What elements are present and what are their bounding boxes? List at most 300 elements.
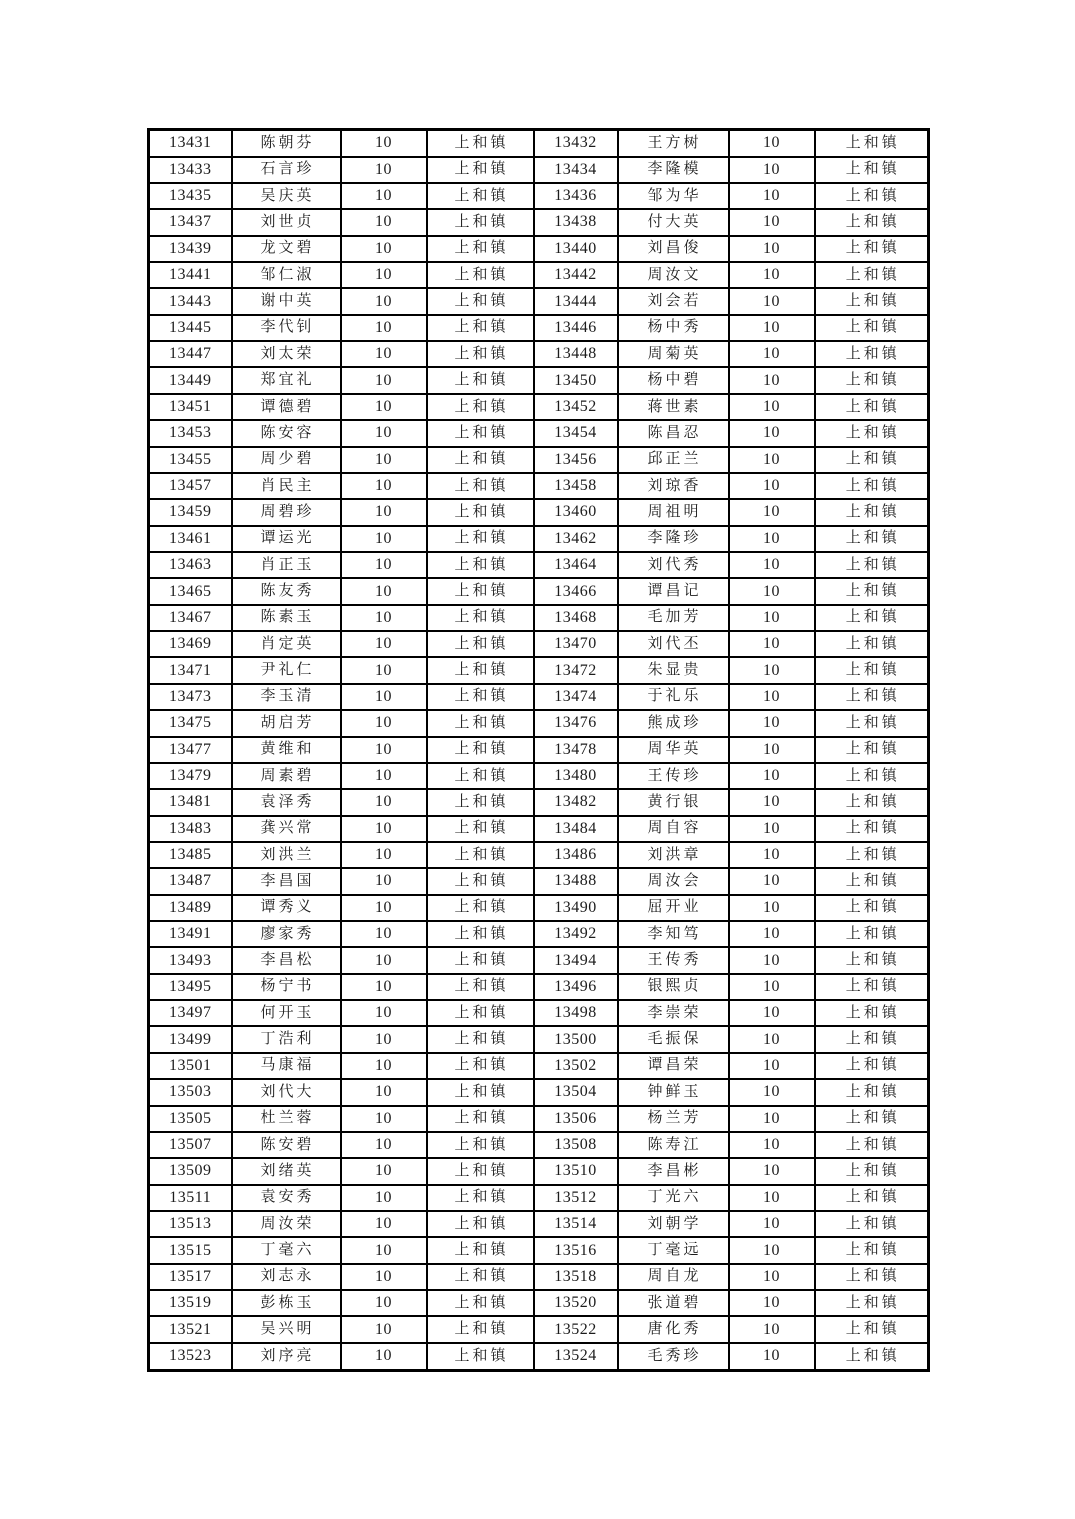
id-cell: 13497 [149, 1000, 232, 1026]
id-cell: 13510 [534, 1158, 618, 1184]
id-cell: 13502 [534, 1053, 618, 1079]
name-cell: 廖家秀 [232, 921, 341, 947]
name-cell: 刘洪章 [618, 842, 729, 868]
town-cell: 上和镇 [815, 499, 929, 525]
value-cell: 10 [341, 236, 427, 262]
table-row [149, 526, 929, 552]
name-cell: 钟鲜玉 [618, 1079, 729, 1105]
value-cell: 10 [729, 526, 815, 552]
id-cell: 13458 [534, 473, 618, 499]
value-cell: 10 [341, 1343, 427, 1371]
name-cell: 屈开业 [618, 895, 729, 921]
id-cell: 13446 [534, 315, 618, 341]
name-cell: 陈朝芬 [232, 130, 341, 157]
name-cell: 李玉清 [232, 684, 341, 710]
id-cell: 13468 [534, 605, 618, 631]
town-cell: 上和镇 [815, 710, 929, 736]
value-cell: 10 [341, 868, 427, 894]
name-cell: 王方树 [618, 130, 729, 157]
id-cell: 13432 [534, 130, 618, 157]
name-cell: 谭德碧 [232, 394, 341, 420]
value-cell: 10 [341, 842, 427, 868]
roster-table [147, 128, 930, 1372]
name-cell: 李知笃 [618, 921, 729, 947]
town-cell: 上和镇 [427, 974, 534, 1000]
town-cell: 上和镇 [427, 1211, 534, 1237]
value-cell: 10 [341, 1185, 427, 1211]
id-cell: 13490 [534, 895, 618, 921]
id-cell: 13499 [149, 1026, 232, 1052]
name-cell: 黄维和 [232, 737, 341, 763]
town-cell: 上和镇 [427, 130, 534, 157]
town-cell: 上和镇 [427, 236, 534, 262]
value-cell: 10 [341, 657, 427, 683]
value-cell: 10 [729, 288, 815, 314]
id-cell: 13489 [149, 895, 232, 921]
town-cell: 上和镇 [427, 737, 534, 763]
value-cell: 10 [729, 367, 815, 393]
value-cell: 10 [341, 578, 427, 604]
value-cell: 10 [341, 947, 427, 973]
table-row [149, 789, 929, 815]
town-cell: 上和镇 [427, 447, 534, 473]
id-cell: 13437 [149, 209, 232, 235]
id-cell: 13491 [149, 921, 232, 947]
name-cell: 张道碧 [618, 1290, 729, 1316]
table-row [149, 1211, 929, 1237]
value-cell: 10 [341, 684, 427, 710]
id-cell: 13487 [149, 868, 232, 894]
value-cell: 10 [729, 1000, 815, 1026]
town-cell: 上和镇 [815, 605, 929, 631]
town-cell: 上和镇 [427, 157, 534, 183]
value-cell: 10 [341, 157, 427, 183]
name-cell: 周华英 [618, 737, 729, 763]
town-cell: 上和镇 [815, 1237, 929, 1263]
town-cell: 上和镇 [427, 684, 534, 710]
town-cell: 上和镇 [815, 974, 929, 1000]
id-cell: 13514 [534, 1211, 618, 1237]
id-cell: 13485 [149, 842, 232, 868]
id-cell: 13431 [149, 130, 232, 157]
id-cell: 13513 [149, 1211, 232, 1237]
town-cell: 上和镇 [427, 1158, 534, 1184]
name-cell: 周自容 [618, 816, 729, 842]
id-cell: 13508 [534, 1132, 618, 1158]
name-cell: 付大英 [618, 209, 729, 235]
town-cell: 上和镇 [815, 447, 929, 473]
id-cell: 13495 [149, 974, 232, 1000]
table-row [149, 1237, 929, 1263]
name-cell: 蒋世素 [618, 394, 729, 420]
value-cell: 10 [341, 262, 427, 288]
value-cell: 10 [729, 1343, 815, 1371]
value-cell: 10 [341, 710, 427, 736]
value-cell: 10 [729, 1158, 815, 1184]
town-cell: 上和镇 [427, 394, 534, 420]
name-cell: 周汝荣 [232, 1211, 341, 1237]
id-cell: 13507 [149, 1132, 232, 1158]
town-cell: 上和镇 [427, 868, 534, 894]
name-cell: 陈昌忍 [618, 420, 729, 446]
town-cell: 上和镇 [815, 631, 929, 657]
name-cell: 熊成珍 [618, 710, 729, 736]
table-row [149, 816, 929, 842]
town-cell: 上和镇 [427, 1132, 534, 1158]
value-cell: 10 [729, 130, 815, 157]
name-cell: 周少碧 [232, 447, 341, 473]
name-cell: 袁安秀 [232, 1185, 341, 1211]
roster-table-body [149, 130, 929, 1371]
value-cell: 10 [341, 1158, 427, 1184]
name-cell: 王传珍 [618, 763, 729, 789]
table-row [149, 1026, 929, 1052]
town-cell: 上和镇 [815, 1026, 929, 1052]
value-cell: 10 [729, 657, 815, 683]
id-cell: 13516 [534, 1237, 618, 1263]
town-cell: 上和镇 [427, 209, 534, 235]
name-cell: 刘琼香 [618, 473, 729, 499]
name-cell: 肖民主 [232, 473, 341, 499]
id-cell: 13463 [149, 552, 232, 578]
town-cell: 上和镇 [427, 1000, 534, 1026]
value-cell: 10 [341, 394, 427, 420]
town-cell: 上和镇 [815, 130, 929, 157]
id-cell: 13506 [534, 1106, 618, 1132]
table-row [149, 947, 929, 973]
town-cell: 上和镇 [427, 526, 534, 552]
name-cell: 银熙贞 [618, 974, 729, 1000]
value-cell: 10 [729, 789, 815, 815]
name-cell: 杨中秀 [618, 315, 729, 341]
id-cell: 13519 [149, 1290, 232, 1316]
value-cell: 10 [729, 236, 815, 262]
name-cell: 周碧珍 [232, 499, 341, 525]
town-cell: 上和镇 [427, 315, 534, 341]
id-cell: 13470 [534, 631, 618, 657]
town-cell: 上和镇 [815, 1290, 929, 1316]
value-cell: 10 [729, 1106, 815, 1132]
name-cell: 龙文碧 [232, 236, 341, 262]
value-cell: 10 [341, 895, 427, 921]
table-row [149, 183, 929, 209]
table-row [149, 1290, 929, 1316]
id-cell: 13443 [149, 288, 232, 314]
value-cell: 10 [341, 921, 427, 947]
name-cell: 杜兰蓉 [232, 1106, 341, 1132]
name-cell: 何开玉 [232, 1000, 341, 1026]
id-cell: 13521 [149, 1316, 232, 1342]
id-cell: 13464 [534, 552, 618, 578]
town-cell: 上和镇 [815, 367, 929, 393]
value-cell: 10 [729, 842, 815, 868]
town-cell: 上和镇 [427, 499, 534, 525]
table-row [149, 657, 929, 683]
name-cell: 李代钊 [232, 315, 341, 341]
table-row [149, 737, 929, 763]
id-cell: 13472 [534, 657, 618, 683]
town-cell: 上和镇 [815, 921, 929, 947]
name-cell: 吴兴明 [232, 1316, 341, 1342]
id-cell: 13504 [534, 1079, 618, 1105]
id-cell: 13486 [534, 842, 618, 868]
value-cell: 10 [341, 552, 427, 578]
name-cell: 周菊英 [618, 341, 729, 367]
value-cell: 10 [729, 605, 815, 631]
value-cell: 10 [729, 895, 815, 921]
table-row [149, 1000, 929, 1026]
id-cell: 13473 [149, 684, 232, 710]
town-cell: 上和镇 [815, 236, 929, 262]
name-cell: 刘洪兰 [232, 842, 341, 868]
name-cell: 石言珍 [232, 157, 341, 183]
town-cell: 上和镇 [427, 341, 534, 367]
value-cell: 10 [729, 631, 815, 657]
town-cell: 上和镇 [815, 526, 929, 552]
town-cell: 上和镇 [815, 394, 929, 420]
value-cell: 10 [729, 737, 815, 763]
name-cell: 刘绪英 [232, 1158, 341, 1184]
value-cell: 10 [729, 552, 815, 578]
value-cell: 10 [729, 1026, 815, 1052]
value-cell: 10 [729, 157, 815, 183]
id-cell: 13484 [534, 816, 618, 842]
value-cell: 10 [729, 578, 815, 604]
id-cell: 13512 [534, 1185, 618, 1211]
id-cell: 13511 [149, 1185, 232, 1211]
name-cell: 刘代丕 [618, 631, 729, 657]
value-cell: 10 [341, 288, 427, 314]
id-cell: 13447 [149, 341, 232, 367]
town-cell: 上和镇 [427, 895, 534, 921]
name-cell: 陈寿江 [618, 1132, 729, 1158]
value-cell: 10 [341, 1211, 427, 1237]
table-row [149, 1106, 929, 1132]
name-cell: 邹为华 [618, 183, 729, 209]
value-cell: 10 [729, 684, 815, 710]
table-row [149, 157, 929, 183]
value-cell: 10 [729, 315, 815, 341]
town-cell: 上和镇 [815, 1264, 929, 1290]
name-cell: 毛秀珍 [618, 1343, 729, 1371]
id-cell: 13500 [534, 1026, 618, 1052]
value-cell: 10 [729, 420, 815, 446]
name-cell: 谭秀义 [232, 895, 341, 921]
id-cell: 13503 [149, 1079, 232, 1105]
town-cell: 上和镇 [815, 473, 929, 499]
table-row [149, 1316, 929, 1342]
value-cell: 10 [729, 499, 815, 525]
id-cell: 13475 [149, 710, 232, 736]
town-cell: 上和镇 [427, 473, 534, 499]
town-cell: 上和镇 [815, 789, 929, 815]
id-cell: 13434 [534, 157, 618, 183]
id-cell: 13455 [149, 447, 232, 473]
name-cell: 杨宁书 [232, 974, 341, 1000]
name-cell: 马康福 [232, 1053, 341, 1079]
town-cell: 上和镇 [427, 763, 534, 789]
name-cell: 陈安容 [232, 420, 341, 446]
town-cell: 上和镇 [427, 1237, 534, 1263]
value-cell: 10 [729, 921, 815, 947]
id-cell: 13438 [534, 209, 618, 235]
value-cell: 10 [729, 1079, 815, 1105]
value-cell: 10 [341, 420, 427, 446]
town-cell: 上和镇 [815, 684, 929, 710]
town-cell: 上和镇 [815, 315, 929, 341]
name-cell: 邹仁淑 [232, 262, 341, 288]
id-cell: 13483 [149, 816, 232, 842]
value-cell: 10 [729, 1290, 815, 1316]
id-cell: 13452 [534, 394, 618, 420]
town-cell: 上和镇 [427, 842, 534, 868]
table-row [149, 473, 929, 499]
town-cell: 上和镇 [815, 763, 929, 789]
name-cell: 李昌国 [232, 868, 341, 894]
value-cell: 10 [341, 605, 427, 631]
town-cell: 上和镇 [815, 816, 929, 842]
value-cell: 10 [729, 763, 815, 789]
name-cell: 刘代秀 [618, 552, 729, 578]
value-cell: 10 [341, 1264, 427, 1290]
table-row [149, 710, 929, 736]
name-cell: 于礼乐 [618, 684, 729, 710]
town-cell: 上和镇 [815, 262, 929, 288]
id-cell: 13433 [149, 157, 232, 183]
value-cell: 10 [729, 1053, 815, 1079]
id-cell: 13466 [534, 578, 618, 604]
town-cell: 上和镇 [427, 947, 534, 973]
town-cell: 上和镇 [427, 183, 534, 209]
name-cell: 李隆模 [618, 157, 729, 183]
id-cell: 13467 [149, 605, 232, 631]
value-cell: 10 [729, 341, 815, 367]
value-cell: 10 [729, 1264, 815, 1290]
town-cell: 上和镇 [427, 631, 534, 657]
id-cell: 13445 [149, 315, 232, 341]
value-cell: 10 [341, 130, 427, 157]
value-cell: 10 [341, 1290, 427, 1316]
table-row [149, 1132, 929, 1158]
value-cell: 10 [341, 209, 427, 235]
town-cell: 上和镇 [427, 1316, 534, 1342]
town-cell: 上和镇 [427, 789, 534, 815]
town-cell: 上和镇 [427, 1343, 534, 1371]
name-cell: 李昌松 [232, 947, 341, 973]
town-cell: 上和镇 [815, 842, 929, 868]
id-cell: 13451 [149, 394, 232, 420]
id-cell: 13459 [149, 499, 232, 525]
value-cell: 10 [341, 1132, 427, 1158]
value-cell: 10 [341, 763, 427, 789]
id-cell: 13440 [534, 236, 618, 262]
id-cell: 13436 [534, 183, 618, 209]
name-cell: 肖正玉 [232, 552, 341, 578]
value-cell: 10 [341, 631, 427, 657]
id-cell: 13448 [534, 341, 618, 367]
id-cell: 13454 [534, 420, 618, 446]
id-cell: 13501 [149, 1053, 232, 1079]
table-row [149, 130, 929, 157]
value-cell: 10 [341, 789, 427, 815]
table-row [149, 262, 929, 288]
id-cell: 13523 [149, 1343, 232, 1371]
table-row [149, 1158, 929, 1184]
value-cell: 10 [729, 816, 815, 842]
town-cell: 上和镇 [815, 1211, 929, 1237]
town-cell: 上和镇 [815, 1132, 929, 1158]
value-cell: 10 [341, 499, 427, 525]
town-cell: 上和镇 [815, 657, 929, 683]
id-cell: 13453 [149, 420, 232, 446]
town-cell: 上和镇 [815, 1343, 929, 1371]
value-cell: 10 [729, 394, 815, 420]
table-row [149, 921, 929, 947]
town-cell: 上和镇 [815, 183, 929, 209]
table-row [149, 1343, 929, 1371]
name-cell: 周祖明 [618, 499, 729, 525]
name-cell: 杨中碧 [618, 367, 729, 393]
value-cell: 10 [341, 526, 427, 552]
town-cell: 上和镇 [427, 657, 534, 683]
value-cell: 10 [729, 1211, 815, 1237]
town-cell: 上和镇 [427, 1053, 534, 1079]
id-cell: 13477 [149, 737, 232, 763]
id-cell: 13435 [149, 183, 232, 209]
town-cell: 上和镇 [815, 737, 929, 763]
id-cell: 13524 [534, 1343, 618, 1371]
value-cell: 10 [729, 1316, 815, 1342]
table-row [149, 974, 929, 1000]
town-cell: 上和镇 [427, 1026, 534, 1052]
name-cell: 李隆珍 [618, 526, 729, 552]
value-cell: 10 [341, 183, 427, 209]
name-cell: 丁毫远 [618, 1237, 729, 1263]
value-cell: 10 [729, 1237, 815, 1263]
id-cell: 13474 [534, 684, 618, 710]
id-cell: 13450 [534, 367, 618, 393]
town-cell: 上和镇 [427, 420, 534, 446]
id-cell: 13476 [534, 710, 618, 736]
table-row [149, 236, 929, 262]
name-cell: 周自龙 [618, 1264, 729, 1290]
town-cell: 上和镇 [815, 1158, 929, 1184]
name-cell: 周汝文 [618, 262, 729, 288]
name-cell: 刘昌俊 [618, 236, 729, 262]
value-cell: 10 [729, 947, 815, 973]
name-cell: 谭运光 [232, 526, 341, 552]
town-cell: 上和镇 [815, 947, 929, 973]
town-cell: 上和镇 [815, 1053, 929, 1079]
table-row [149, 420, 929, 446]
town-cell: 上和镇 [815, 288, 929, 314]
table-row [149, 1264, 929, 1290]
value-cell: 10 [729, 209, 815, 235]
town-cell: 上和镇 [815, 209, 929, 235]
town-cell: 上和镇 [427, 1079, 534, 1105]
name-cell: 毛振保 [618, 1026, 729, 1052]
table-row [149, 367, 929, 393]
name-cell: 陈素玉 [232, 605, 341, 631]
table-row [149, 394, 929, 420]
name-cell: 毛加芳 [618, 605, 729, 631]
name-cell: 李昌彬 [618, 1158, 729, 1184]
id-cell: 13517 [149, 1264, 232, 1290]
value-cell: 10 [341, 315, 427, 341]
town-cell: 上和镇 [427, 288, 534, 314]
name-cell: 刘太荣 [232, 341, 341, 367]
value-cell: 10 [341, 1079, 427, 1105]
